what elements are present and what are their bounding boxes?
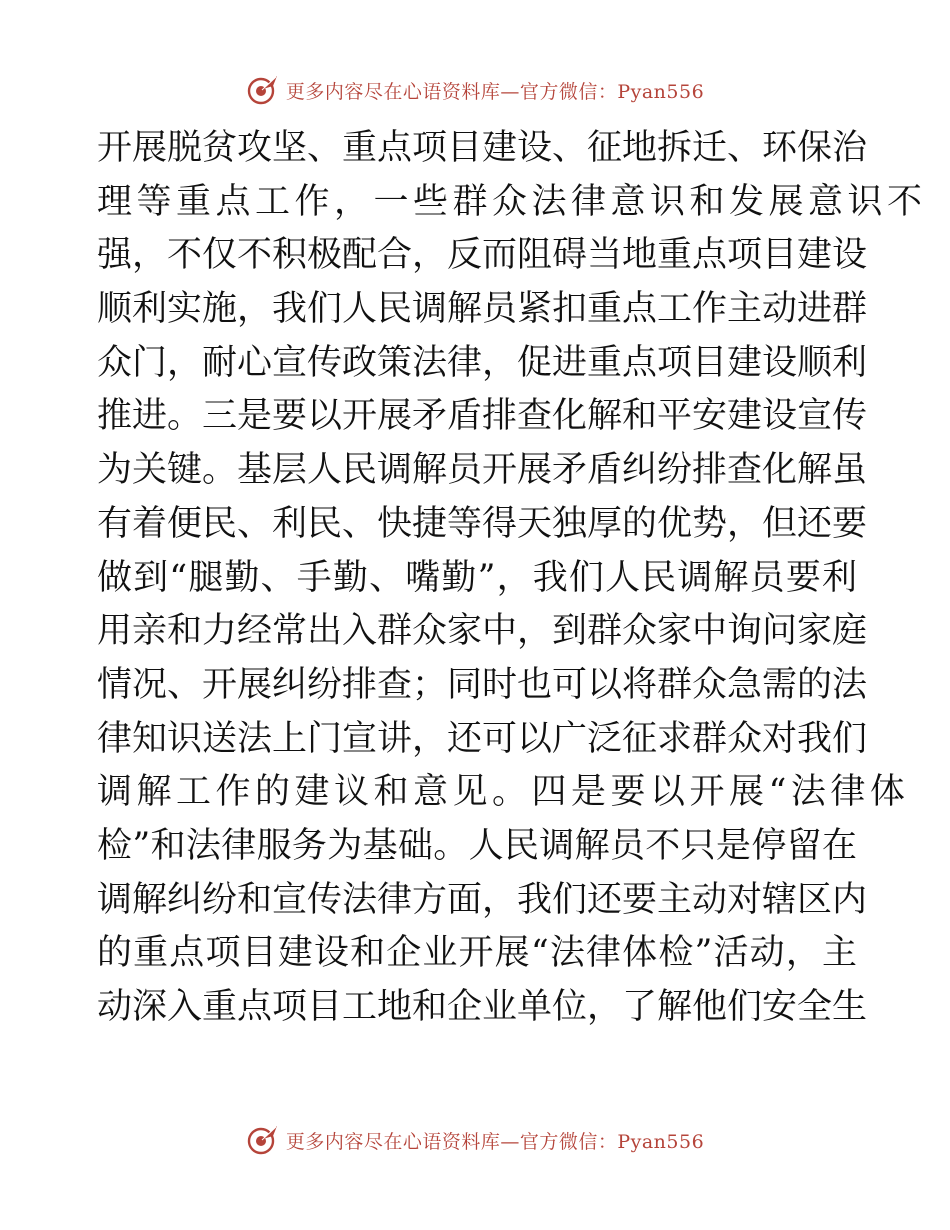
text-line: 有着便民、利民、快捷等得天独厚的优势，但还要 bbox=[97, 503, 868, 544]
text-line: 的重点项目建设和企业开展“法律体检”活动，主 bbox=[97, 933, 857, 974]
text-line: 律知识送法上门宣讲，还可以广泛征求群众对我们 bbox=[97, 718, 868, 759]
text-line: 为关键。基层人民调解员开展矛盾纠纷排查化解虽 bbox=[97, 450, 868, 491]
footer-watermark-text: 更多内容尽在心语资料库—官方微信：Pyan556 bbox=[285, 1130, 705, 1153]
header-watermark-text: 更多内容尽在心语资料库—官方微信：Pyan556 bbox=[285, 80, 705, 103]
text-line: 强，不仅不积极配合，反而阻碍当地重点项目建设 bbox=[97, 235, 868, 276]
text-line: 动深入重点项目工地和企业单位，了解他们安全生 bbox=[97, 987, 868, 1027]
text-line: 开展脱贫攻坚、重点项目建设、征地拆迁、环保治 bbox=[97, 128, 868, 168]
text-line: 顺利实施，我们人民调解员紧扣重点工作主动进群 bbox=[97, 289, 868, 330]
quill-logo-icon bbox=[246, 1123, 280, 1157]
text-line: 用亲和力经常出入群众家中，到群众家中询问家庭 bbox=[97, 611, 868, 652]
text-line: 调解工作的建议和意见。四是要以开展“法律体 bbox=[97, 772, 910, 813]
text-line: 理等重点工作，一些群众法律意识和发展意识不 bbox=[97, 181, 927, 222]
header-watermark bbox=[0, 70, 950, 110]
text-line: 检”和法律服务为基础。人民调解员不只是停留在 bbox=[97, 825, 857, 866]
quill-logo-icon bbox=[246, 73, 280, 107]
text-line: 推进。三是要以开展矛盾排查化解和平安建设宣传 bbox=[97, 396, 868, 437]
text-line: 情况、开展纠纷排查；同时也可以将群众急需的法 bbox=[97, 664, 868, 705]
body-paragraph bbox=[97, 122, 927, 1035]
text-line: 调解纠纷和宣传法律方面，我们还要主动对辖区内 bbox=[97, 879, 868, 920]
footer-watermark bbox=[0, 1120, 950, 1160]
text-line: 众门，耐心宣传政策法律，促进重点项目建设顺利 bbox=[97, 342, 868, 383]
text-line: 做到“腿勤、手勤、嘴勤”，我们人民调解员要利 bbox=[97, 557, 857, 598]
